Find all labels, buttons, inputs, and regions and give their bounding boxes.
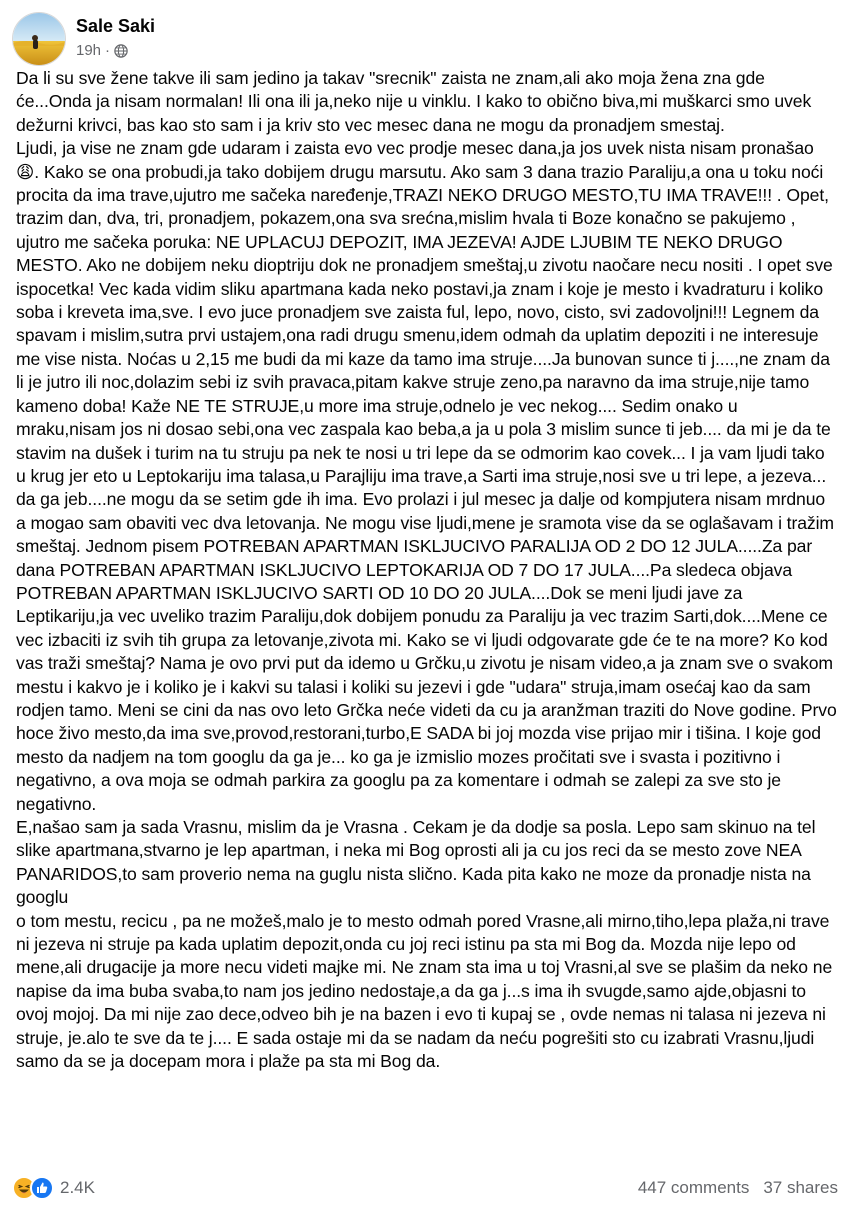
post-footer (12, 1174, 838, 1202)
comments-count[interactable]: 447 comments (637, 1178, 750, 1197)
post-meta (76, 42, 128, 60)
author-name[interactable]: Sale Saki (76, 16, 156, 36)
meta-separator: · (105, 42, 111, 59)
post-time[interactable]: 19h (76, 42, 102, 59)
reaction-count: 2.4K (60, 1178, 95, 1197)
avatar-image-icon (13, 13, 65, 65)
post-body-text: Da li su sve žene takve ili sam jedino ja takav "srecnik" zaista ne znam,ali ako moja žena zna gde će...Onda ja nisam normalan! Ili ona ili ja,neko nije u vinklu. I kako to obično biva,mi muškarci smo uvek dežurni krivci, bas kao sto sam i ja kriv sto vec mesec dana ne mogu da pronadjem smestaj. Ljudi, ja vise ne znam gde udaram i zaista evo vec prodje mesec dana,ja jos uvek nista nisam pronašao 😩. Kako se ona probudi,ja tako dobijem drugu marsutu. Ako sam 3 dana trazio Paraliju,a ona u toku noći procita da ima trave,ujutro me sačeka naređenje,TRAZI NEKO DRUGO MESTO,TU IMA TRAVE!!! . Opet, trazim dan, dva, tri, pronadjem, pokazem,ona sva srećna,mislim hvala ti Boze konačno se pakujemo , ujutro me sačeka poruka: NE UPLACUJ DEPOZIT, IMA JEZEVA! AJDE LJUBIM TE NEKO DRUGO MESTO. Ako ne dobijem neku dioptriju dok ne pronadjem smeštaj,u zivotu naočare necu nositi . I opet sve ispocetka! Vec kada vidim sliku apartmana kada neko postavi,ja znam i koje je mesto i kvadraturu i koliko soba i kreveta ima,sve. I evo juce pronadjem sve zaista ful, lepo, novo, cisto, svi zadovoljni!!! Legnem da spavam i mislim,sutra prvi ustajem,ona radi drugu smenu,idem odmah da uplatim depoziti i ne interesuje me vise nista. Noćas u 2,15 me budi da mi kaze da tamo ima struje....Ja bunovan sunce ti j....,ne znam da li je jutro ili noc,dolazim sebi iz svih pravaca,pitam kakve struje zeno,pa naravno da ima struje,nije tamo kameno doba! Kaže NE TE STRUJE,u more ima struje,odnelo je vec nekog.... Sedim onako u mraku,nisam jos ni dosao sebi,ona vec zaspala kao beba,a ja u pola 3 mislim sunce ti jeb.... da mi je da te stavim na dušek i turim na tu struju pa nek te nosi u tri lepe da se odmorim kao covek... I ja vam ljudi tako u krug jer eto u Leptokariju ima talasa,u Parajliju ima trave,a Sarti ima struje,nosi sve u tri lepe, a jezeva... da ga jeb....ne mogu da se setim gde ih ima. Evo prolazi i jul mesec ja dalje od kompjutera nisam mrdnuo a mogao sam obaviti vec dva letovanja. Ne mogu vise ljudi,mene je sramota vise da se oglašavam i tražim smeštaj. Jednom pisem POTREBAN APARTMAN ISKLJUCIVO PARALIJA OD 2 DO 12 JULA.....Za par dana POTREBAN APARTMAN ISKLJUCIVO LEPTOKARIJA OD 7 DO 17 JULA....Pa sledeca objava POTREBAN APARTMAN ISKLJUCIVO SARTI OD 10 DO 20 JULA....Dok se meni ljudi jave za Leptikariju,ja vec uveliko trazim Paraliju,dok dobijem ponudu za Paraliju ja vec trazim Sarti,dok....Mene ce vec izbaciti iz svih tih grupa za letovanje,zivota mi. Kako se vi ljudi odgovarate gde će te na more? Ko kod vas traži smeštaj? Nama je ovo prvi put da idemo u Grčku,u zivotu je nisam video,a ja znam sve o svakom mestu i kakvo je i koliko je i kakvi su talasi i koliki su jezevi i gde "udara" struja,imam osećaj kao da sam rodjen tamo. Meni se cini da nas ovo leto Grčka neće videti da cu ja aranžman traziti do Nove godine. Prvo hoce živo mesto,da ima sve,provod,restorani,turbo,E SADA bi joj mozda vise prijao mir i tišina. I koje god mesto da nadjem na tom googlu da ga je... ko ga je izmislio mozes pročitati sve i svasta i pozitivno i negativno, a ova moja se odmah parkira za googlu pa za komentare i odmah se zalepi za sve sto je negativno. E,našao sam ja sada Vrasnu, mislim da je Vrasna . Cekam je da dodje sa posla. Lepo sam skinuo na tel slike apartmana,stvarno je lep apartman, i neka mi Bog oprosti ali ja cu jos reci da se mesto zove NEA PANARIDOS,to sam proverio nema na guglu nista slično. Kada pita kako ne moze da pronadje nista na googlu o tom mestu, recicu , pa ne možeš,malo je to mesto odmah pored Vrasne,ali mirno,tiho,lepa plaža,ni trave ni jezeva ni struje pa kada uplatim depozit,onda cu joj reci istinu pa sta mi Bog da. Mozda nije lepo od mene,ali drugacije ja more necu videti majke mi. Ne znam sta ima u toj Vrasni,al sve se plašim da neko ne napise da ima buba svaba,to nam jos jedino nedostaje,a da ga j...s ima ih svugde,samo ajde,objasni to ovoj mojoj. Da mi nije zao dece,odveo bih je na bazen i evo ti kupaj se , ovde nemas ni talasa ni jezeva ni struje, je.alo te sve da te j.... E sada ostaje mi da se nadam da neću pogrešiti sto cu izabrati Vrasnu,ljudi samo da se ja docepam mora i plaže pa sta mi Bog da. (16, 68, 837, 1072)
author-avatar[interactable] (12, 12, 66, 66)
globe-icon[interactable] (114, 44, 128, 58)
post-header (12, 12, 832, 68)
like-reaction-icon (30, 1176, 54, 1200)
shares-count[interactable]: 37 shares (763, 1178, 838, 1197)
reactions-summary[interactable] (12, 1176, 95, 1200)
